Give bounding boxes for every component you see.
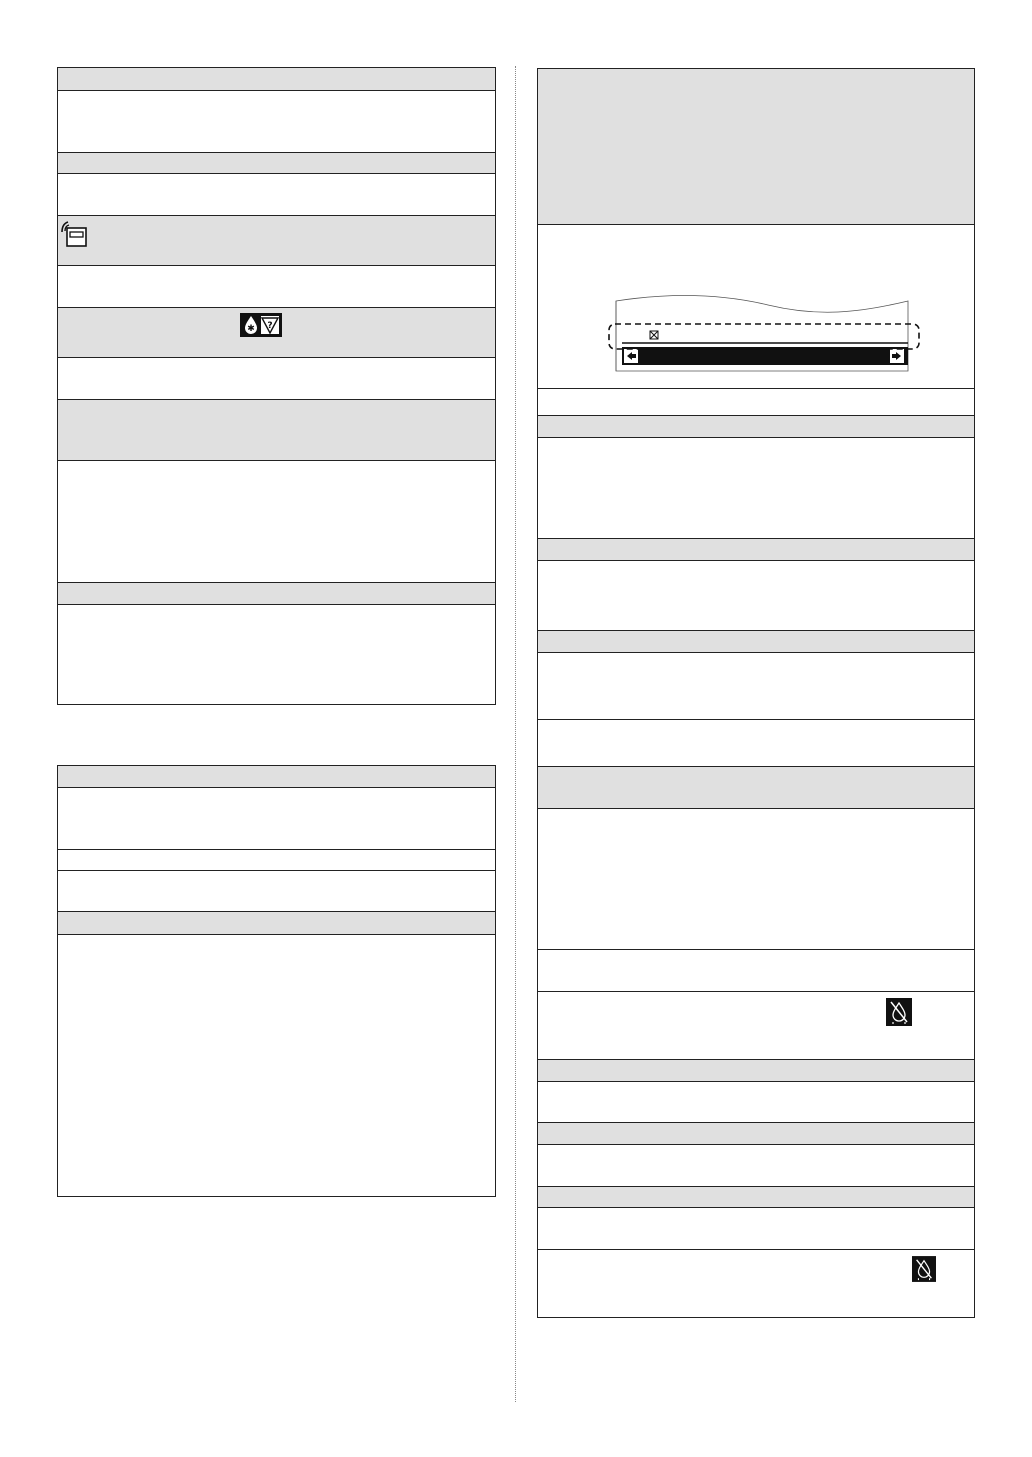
table-row (538, 809, 974, 950)
svg-text:✱: ✱ (247, 324, 255, 334)
table-row (538, 1250, 974, 1318)
defrost-warning-icon (240, 313, 282, 337)
table-row (538, 767, 974, 809)
remote-sensor-icon (59, 218, 89, 248)
left-table-1 (57, 67, 496, 705)
no-water-icon (886, 998, 912, 1026)
left-table-2 (57, 765, 496, 1197)
table-row (58, 266, 495, 308)
table-row (538, 69, 974, 225)
table-row (58, 912, 495, 935)
table-row (538, 561, 974, 631)
column-divider (515, 66, 516, 1402)
no-water-icon (912, 1255, 936, 1283)
table-row (538, 1060, 974, 1082)
table-row (58, 68, 495, 91)
table-row (58, 91, 495, 153)
table-row (538, 438, 974, 539)
table-row (538, 950, 974, 992)
table-row (538, 1145, 974, 1187)
table-row (58, 605, 495, 706)
svg-text:?: ? (267, 321, 273, 331)
table-row (58, 871, 495, 912)
table-row (538, 539, 974, 561)
scroll-bar (622, 347, 908, 365)
table-row (538, 992, 974, 1060)
table-row (58, 766, 495, 788)
table-row (58, 935, 495, 1196)
scroll-left-arrow-icon (624, 349, 638, 363)
table-row (538, 1187, 974, 1208)
table-row (58, 308, 495, 358)
scroll-right-arrow-icon (890, 349, 904, 363)
table-row (538, 653, 974, 720)
table-row (538, 1082, 974, 1123)
right-table (537, 68, 975, 1318)
table-row (58, 400, 495, 461)
table-row (538, 416, 974, 438)
table-row (538, 631, 974, 653)
table-row (58, 174, 495, 216)
table-row (58, 153, 495, 174)
table-row (538, 1208, 974, 1250)
table-row (58, 461, 495, 583)
table-row (538, 1123, 974, 1145)
table-row (58, 216, 495, 266)
table-row (58, 358, 495, 400)
table-row (538, 389, 974, 416)
table-row (538, 720, 974, 767)
display-illustration (608, 295, 920, 377)
table-row (58, 788, 495, 850)
table-row (58, 850, 495, 871)
table-row (58, 583, 495, 605)
